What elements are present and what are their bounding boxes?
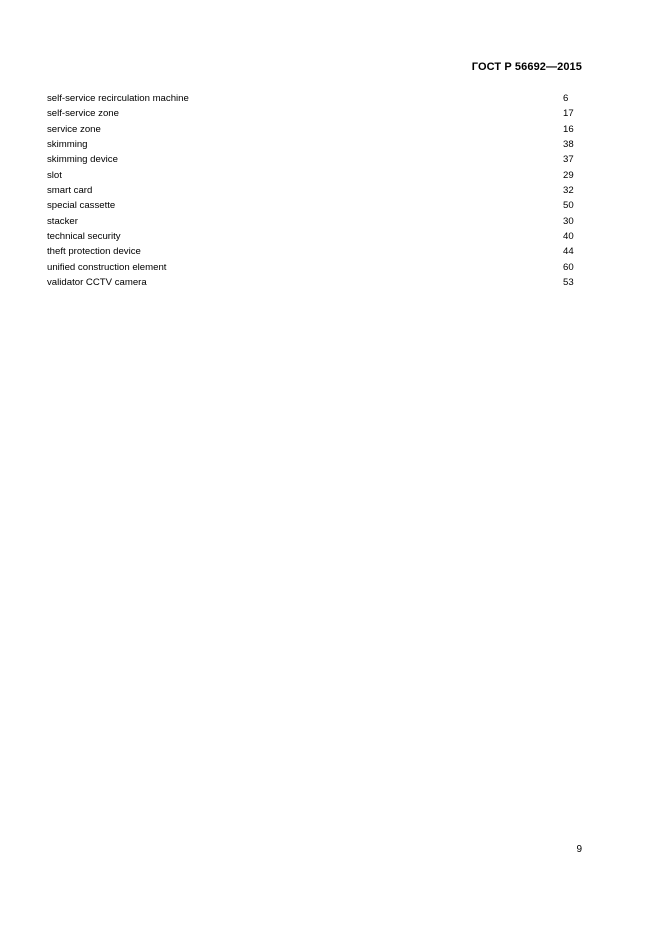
- index-term: theft protection device: [47, 246, 141, 258]
- index-entry: [47, 260, 587, 275]
- index-term: unified construction element: [47, 261, 167, 273]
- index-ref: 32: [563, 185, 574, 197]
- index-ref: 40: [563, 231, 574, 243]
- index-term: validator CCTV camera: [47, 277, 147, 289]
- index-term: technical security: [47, 231, 121, 243]
- index-term: skimming: [47, 139, 88, 151]
- index-entry: [47, 214, 587, 229]
- index-entry: [47, 106, 587, 121]
- index-ref: 29: [563, 169, 574, 181]
- index-ref: 60: [563, 261, 574, 273]
- index-entry: [47, 91, 587, 106]
- index-ref: 53: [563, 277, 574, 289]
- index-ref: 44: [563, 246, 574, 258]
- document-header: ГОСТ Р 56692—2015: [471, 61, 582, 73]
- index-entry: [47, 229, 587, 244]
- index-entry: [47, 152, 587, 167]
- index-entry: [47, 275, 587, 290]
- index-term: slot: [47, 169, 62, 181]
- index-ref: 38: [563, 139, 574, 151]
- index-term: service zone: [47, 123, 101, 135]
- index-entry: [47, 168, 587, 183]
- index-ref: 30: [563, 215, 574, 227]
- index-ref: 17: [563, 108, 574, 120]
- index-term: smart card: [47, 185, 93, 197]
- index-ref: 50: [563, 200, 574, 212]
- index-term: skimming device: [47, 154, 118, 166]
- index-ref: 6: [563, 93, 569, 104]
- index-term: special cassette: [47, 200, 116, 212]
- term-index: [47, 91, 587, 290]
- index-entry: [47, 122, 587, 137]
- index-term: self-service recirculation machine: [47, 93, 189, 104]
- index-entry: [47, 198, 587, 213]
- index-ref: 16: [563, 123, 574, 135]
- index-ref: 37: [563, 154, 574, 166]
- index-entry: [47, 183, 587, 198]
- index-entry: [47, 244, 587, 259]
- page-number: 9: [576, 844, 582, 855]
- index-term: stacker: [47, 215, 78, 227]
- index-entry: [47, 137, 587, 152]
- index-term: self-service zone: [47, 108, 119, 120]
